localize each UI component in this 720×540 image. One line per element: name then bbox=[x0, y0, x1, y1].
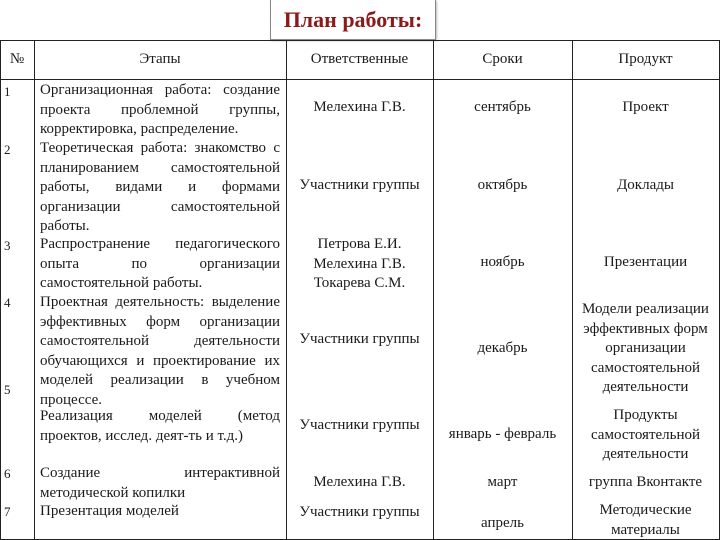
row-number: 3 bbox=[4, 238, 11, 253]
responsible-text: Мелехина Г.В. bbox=[313, 474, 406, 491]
product-text: Методические материалы bbox=[599, 502, 692, 538]
responsible-text: Участники группы bbox=[299, 177, 420, 194]
row-number: 2 bbox=[4, 142, 11, 157]
term-text: декабрь bbox=[477, 340, 528, 357]
responsible-text: Участники группы bbox=[299, 417, 420, 434]
stage-text: Создание интерактивной методической копилки bbox=[40, 465, 280, 501]
header-num: № bbox=[9, 51, 25, 68]
row-number: 4 bbox=[4, 295, 11, 310]
product-text: Доклады bbox=[617, 177, 674, 194]
row-number: 7 bbox=[4, 504, 11, 519]
column-divider bbox=[34, 40, 35, 540]
product-text: Презентации bbox=[603, 254, 688, 271]
stage-text: Реализация моделей (метод проектов, исслед. деят-ть и т.д.) bbox=[40, 408, 280, 444]
product-text: Продукты самостоятельной деятельности bbox=[590, 407, 701, 462]
page-title: План работы: bbox=[283, 6, 423, 32]
stage-text: Проектная деятельность: выделение эффективных форм организации самостоятельной деятельности обучающихся и проектирование их моделей реализации в учебном процессе. bbox=[40, 294, 280, 408]
plan-table bbox=[0, 40, 720, 540]
header-product: Продукт bbox=[618, 51, 673, 68]
responsible-text: Мелехина Г.В. bbox=[313, 99, 406, 116]
term-text: январь - февраль bbox=[448, 426, 557, 443]
responsible-text: Участники группы bbox=[299, 504, 420, 521]
term-text: апрель bbox=[481, 515, 524, 532]
responsible-text: Петрова Е.И. Мелехина Г.В. Токарева С.М. bbox=[313, 236, 406, 291]
row-number: 1 bbox=[4, 84, 11, 99]
term-text: сентябрь bbox=[474, 99, 531, 116]
product-text: Модели реализации эффективных форм организации самостоятельной деятельности bbox=[582, 301, 709, 395]
header-responsible: Ответственные bbox=[310, 51, 409, 68]
header-term: Сроки bbox=[482, 51, 523, 68]
term-text: октябрь bbox=[477, 177, 528, 194]
term-text: ноябрь bbox=[480, 254, 525, 271]
stage-text: Организационная работа: создание проекта проблемной группы, корректировка, распределение. bbox=[40, 82, 280, 137]
row-number: 5 bbox=[4, 382, 11, 397]
product-text: группа Вконтакте bbox=[588, 474, 703, 491]
stage-text: Теоретическая работа: знакомство с планированием самостоятельной работы, видами и формами организации самостоятельной работы. bbox=[40, 140, 280, 234]
term-text: март bbox=[487, 474, 518, 491]
title-box bbox=[270, 0, 436, 40]
row-number: 6 bbox=[4, 466, 11, 481]
responsible-text: Участники группы bbox=[299, 331, 420, 348]
stage-text: Презентация моделей bbox=[40, 503, 179, 519]
header-stage: Этапы bbox=[139, 51, 181, 68]
product-text: Проект bbox=[622, 99, 669, 116]
stage-text: Распространение педагогического опыта по организации самостоятельной работы. bbox=[40, 236, 280, 291]
table-border-left bbox=[0, 40, 1, 540]
